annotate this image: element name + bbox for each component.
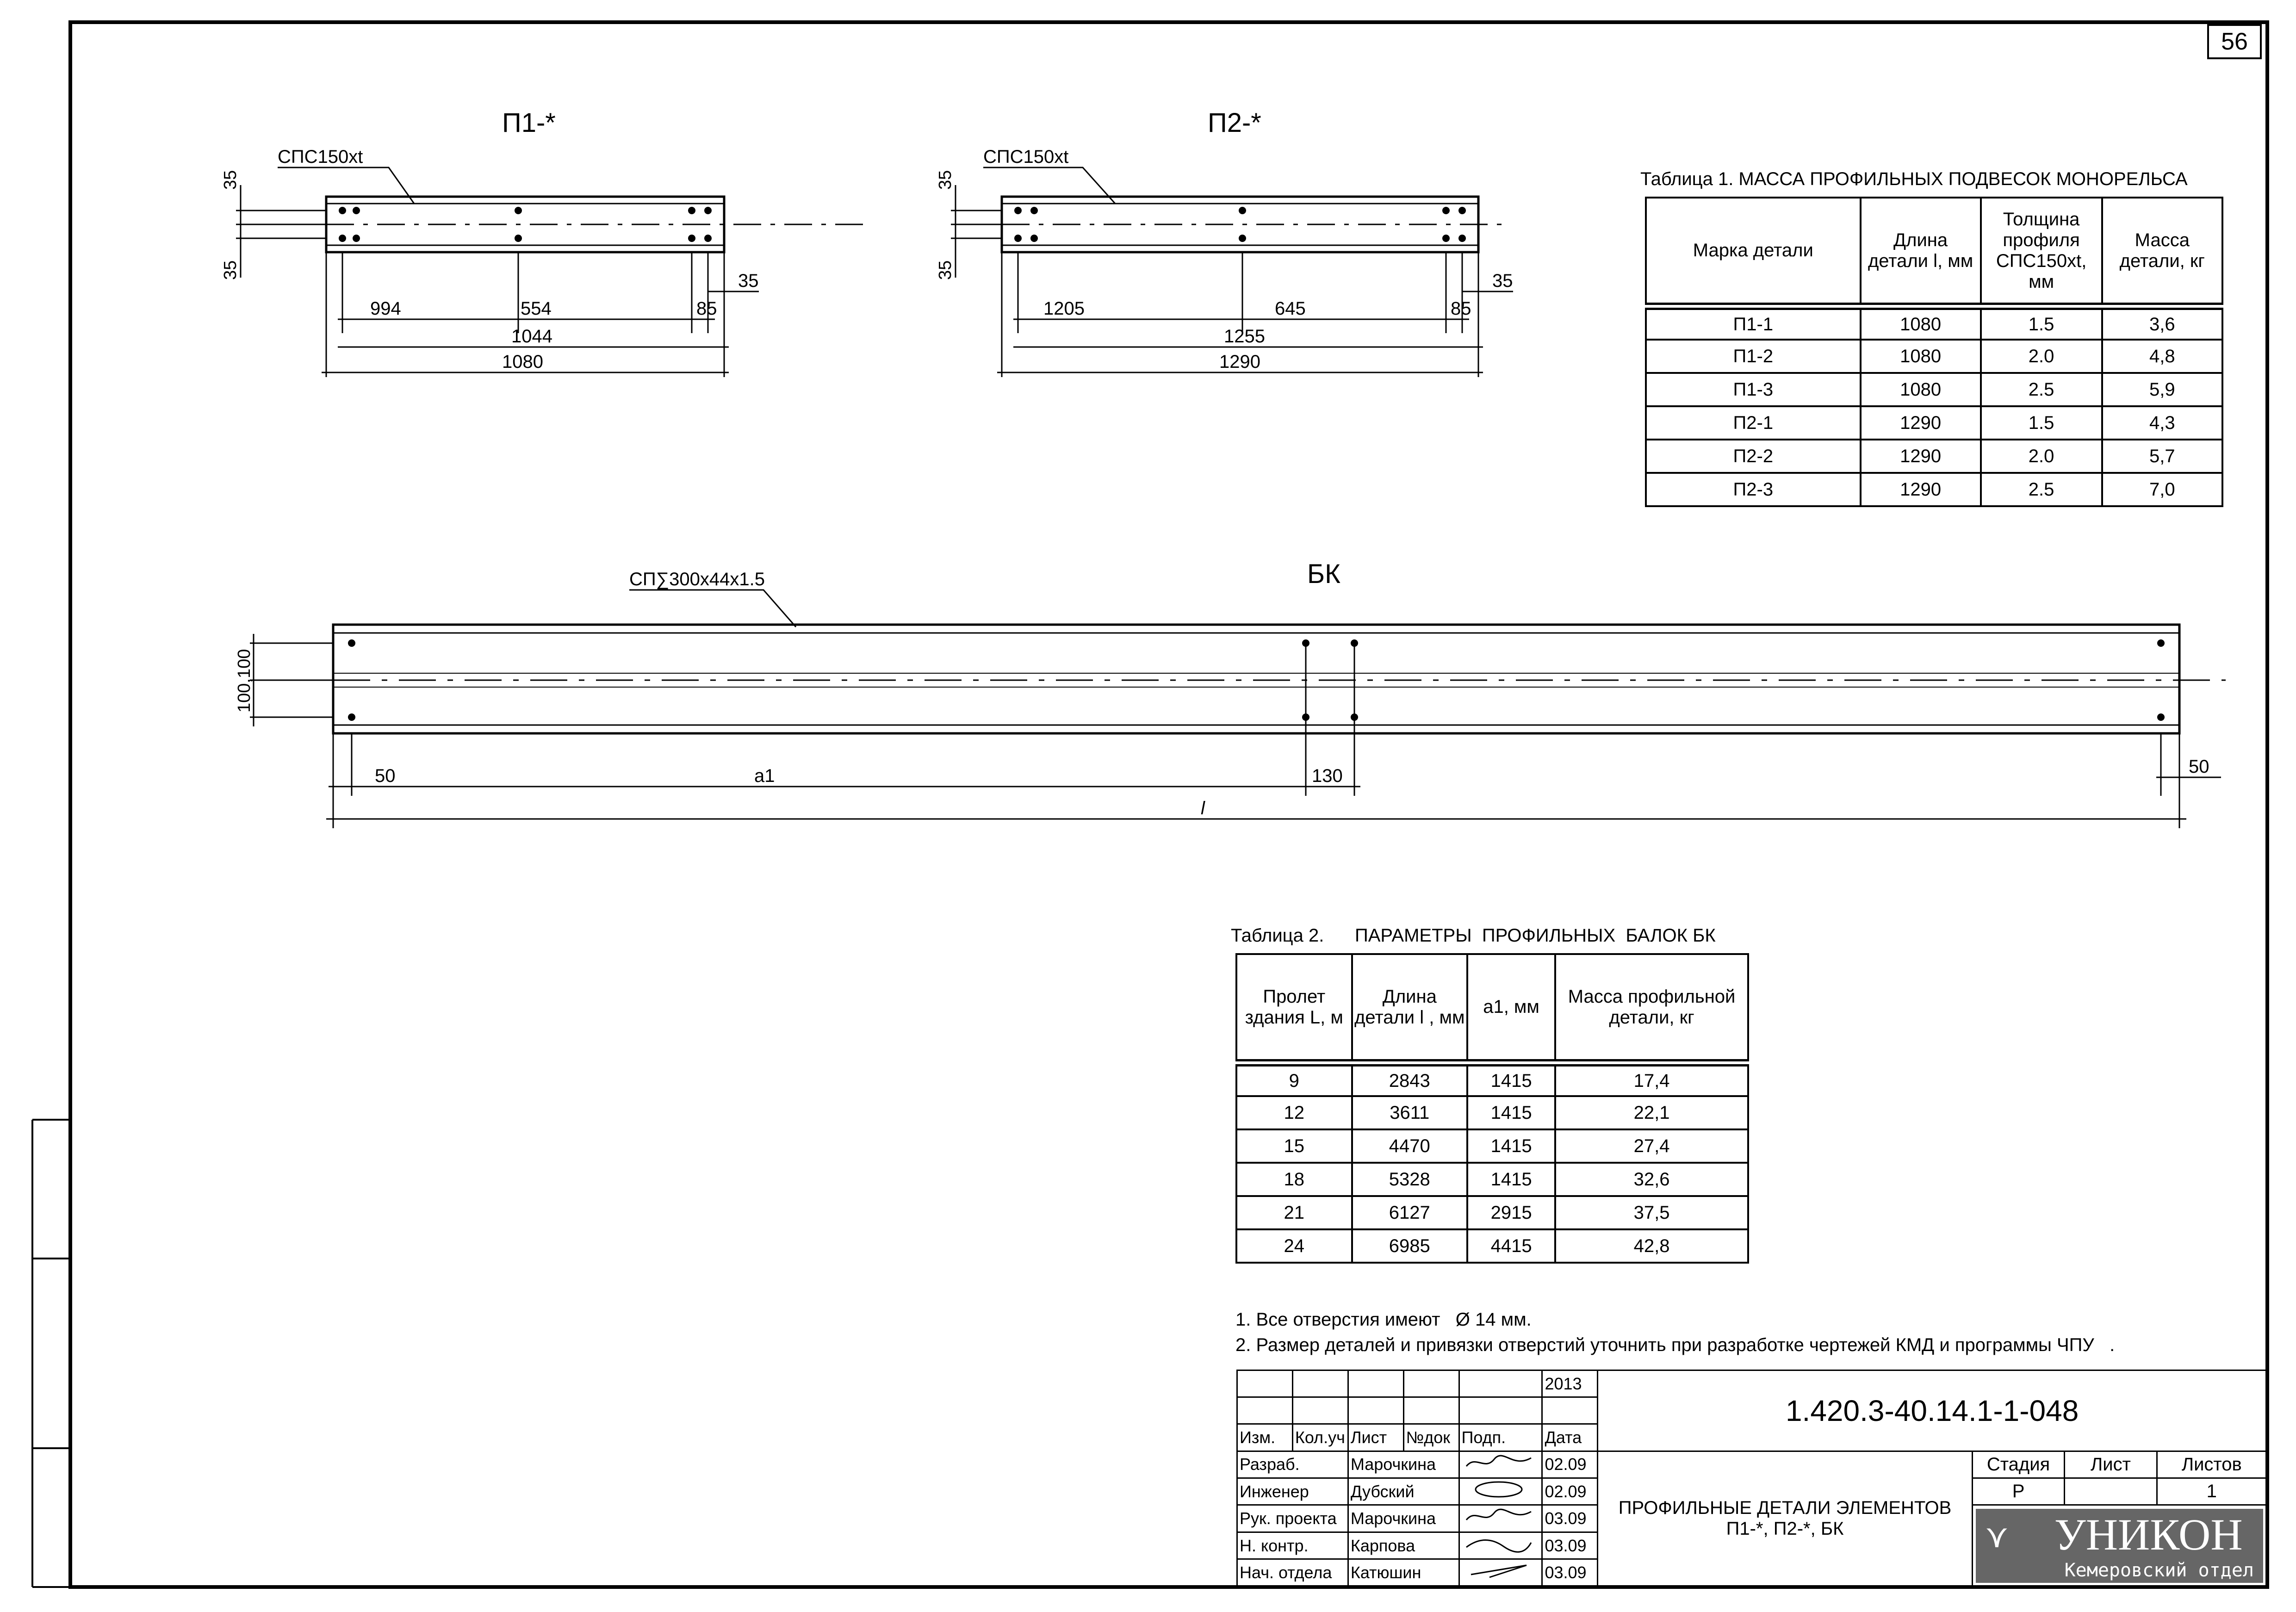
table-row <box>1646 473 2222 506</box>
table-cell: 1290 <box>1861 440 1981 473</box>
person-date: 03.09 <box>1542 1559 1598 1587</box>
table-cell: 6127 <box>1352 1196 1467 1229</box>
doc-code: 1.420.3-40.14.1-1-048 <box>1598 1370 2267 1451</box>
table-cell: 5,7 <box>2102 440 2222 473</box>
stage-value: Р <box>1972 1478 2065 1505</box>
p1-vert-dim-bottom: 35 <box>221 260 240 280</box>
table-cell: 1080 <box>1861 306 1981 340</box>
person-name: Марочкина <box>1348 1451 1459 1478</box>
signature <box>1459 1505 1542 1532</box>
table-cell: 4,8 <box>2102 340 2222 373</box>
table-row <box>1646 440 2222 473</box>
table-cell: 42,8 <box>1555 1229 1748 1263</box>
p2-dim-d: 35 <box>1492 271 1513 291</box>
sheet-title-line1: ПРОФИЛЬНЫЕ ДЕТАЛИ ЭЛЕМЕНТОВ <box>1618 1498 1952 1519</box>
bk-dim-a1: a1 <box>754 766 775 786</box>
table-cell: 15 <box>1236 1129 1352 1163</box>
p2-dim-a: 1205 <box>1043 298 1085 319</box>
p2-profile-label: СПС150xt <box>983 147 1069 167</box>
p2-vert-dim-bottom: 35 <box>936 260 955 280</box>
bk-vert-dim: 100,100 <box>235 649 254 713</box>
table-cell: 1080 <box>1861 340 1981 373</box>
p1-vert-dim-top: 35 <box>221 170 240 190</box>
table-cell: 24 <box>1236 1229 1352 1263</box>
table-cell: 12 <box>1236 1096 1352 1129</box>
table-cell: 17,4 <box>1555 1063 1748 1096</box>
p1-dim-b: 554 <box>521 298 552 319</box>
person-name: Марочкина <box>1348 1505 1459 1532</box>
p1-dim-a: 994 <box>370 298 401 319</box>
table-cell: 1290 <box>1861 473 1981 506</box>
signature <box>1459 1559 1542 1587</box>
sheet-title <box>1598 1451 1972 1586</box>
table-cell: 37,5 <box>1555 1196 1748 1229</box>
table-cell: 1415 <box>1467 1096 1555 1129</box>
logo-subtext: Кемеровский отдел <box>2064 1559 2254 1581</box>
stamp-col-header: Дата <box>1542 1424 1598 1451</box>
table1-header-cell: Марка детали <box>1646 198 1861 306</box>
stamp-col-header: Кол.уч <box>1292 1424 1348 1451</box>
table-cell: 5328 <box>1352 1163 1467 1196</box>
table-row <box>1646 306 2222 340</box>
table-cell: П2-3 <box>1646 473 1861 506</box>
bk-dim-left: 50 <box>375 766 396 786</box>
sheet-number: 56 <box>2207 24 2262 59</box>
bk-dim-mid: 130 <box>1312 766 1343 786</box>
p2-dim-b: 645 <box>1275 298 1306 319</box>
table-cell: 1415 <box>1467 1063 1555 1096</box>
sheet-value <box>2065 1478 2157 1505</box>
table-cell: 18 <box>1236 1163 1352 1196</box>
person-name: Катюшин <box>1348 1559 1459 1587</box>
table-cell: 4415 <box>1467 1229 1555 1263</box>
table-cell: 32,6 <box>1555 1163 1748 1196</box>
table-cell: 2.5 <box>1981 373 2102 406</box>
table-cell: 22,1 <box>1555 1096 1748 1129</box>
table-cell: П1-3 <box>1646 373 1861 406</box>
table-cell: 1.5 <box>1981 306 2102 340</box>
person-role: Инженер <box>1237 1478 1348 1505</box>
person-date: 03.09 <box>1542 1532 1598 1559</box>
table-cell: 7,0 <box>2102 473 2222 506</box>
p2-vert-dim-top: 35 <box>936 170 955 190</box>
table-cell: 1290 <box>1861 406 1981 440</box>
bk-profile-label: СП∑300x44x1.5 <box>629 569 765 589</box>
table-cell: 4,3 <box>2102 406 2222 440</box>
title-block <box>1236 1370 2267 1587</box>
table-row <box>1236 1129 1748 1163</box>
table-row <box>1236 1196 1748 1229</box>
table-cell: 3611 <box>1352 1096 1467 1129</box>
table-cell: 1080 <box>1861 373 1981 406</box>
table2-header-cell: Масса профильной детали, кг <box>1555 954 1748 1063</box>
p2-dim-e: 1255 <box>1224 326 1265 347</box>
signature <box>1459 1532 1542 1559</box>
bk-title: БК <box>1307 559 1340 589</box>
sheet-label: Лист <box>2065 1451 2157 1478</box>
table1-header-cell: Масса детали, кг <box>2102 198 2222 306</box>
table-cell: 21 <box>1236 1196 1352 1229</box>
table-cell: П1-2 <box>1646 340 1861 373</box>
person-date: 03.09 <box>1542 1505 1598 1532</box>
table-row <box>1646 340 2222 373</box>
table-cell: 27,4 <box>1555 1129 1748 1163</box>
person-role: Разраб. <box>1237 1451 1348 1478</box>
stage-label: Стадия <box>1972 1451 2065 1478</box>
p1-profile-label: СПС150xt <box>278 147 363 167</box>
p1-dim-e: 1044 <box>511 326 552 347</box>
bk-drawing <box>250 590 2226 828</box>
table2-header-cell: а1, мм <box>1467 954 1555 1063</box>
bk-dim-right: 50 <box>2189 756 2209 777</box>
sheets-value: 1 <box>2157 1478 2266 1505</box>
table-row <box>1236 1096 1748 1129</box>
person-role: Нач. отдела <box>1237 1559 1348 1587</box>
table2-header-cell: Длина детали l , мм <box>1352 954 1467 1063</box>
table1 <box>1645 197 2223 507</box>
stamp-col-header: Подп. <box>1459 1424 1542 1451</box>
sheet-title-line2: П1-*, П2-*, БК <box>1726 1519 1844 1539</box>
stamp-col-header: №док <box>1403 1424 1459 1451</box>
stamp-col-header: Лист <box>1348 1424 1403 1451</box>
person-name: Карпова <box>1348 1532 1459 1559</box>
note-1: 1. Все отверстия имеют Ø 14 мм. <box>1235 1309 1532 1330</box>
logo-text: УНИКОН <box>2054 1509 2243 1559</box>
company-logo <box>1972 1505 2266 1587</box>
person-role: Н. контр. <box>1237 1532 1348 1559</box>
table1-header-cell: Длина детали l, мм <box>1861 198 1981 306</box>
table-cell: 3,6 <box>2102 306 2222 340</box>
table2 <box>1235 953 1749 1264</box>
table-cell: 2.5 <box>1981 473 2102 506</box>
bk-dim-total: l <box>1201 798 1205 818</box>
p2-dim-total: 1290 <box>1219 352 1260 372</box>
table-row <box>1236 1063 1748 1096</box>
logo-mark-icon: ⋎ <box>1985 1519 2009 1555</box>
note-2: 2. Размер деталей и привязки отверстий уточнить при разработке чертежей КМД и программы ЧПУ . <box>1235 1335 2115 1355</box>
table-row <box>1236 1163 1748 1196</box>
table-cell: П2-1 <box>1646 406 1861 440</box>
table-cell: 2843 <box>1352 1063 1467 1096</box>
table-row <box>1646 406 2222 440</box>
table-cell: 6985 <box>1352 1229 1467 1263</box>
p1-dim-total: 1080 <box>502 352 543 372</box>
table-cell: 5,9 <box>2102 373 2222 406</box>
table-cell: П1-1 <box>1646 306 1861 340</box>
table1-header-cell: Толщина профиля СПС150xt, мм <box>1981 198 2102 306</box>
sheets-label: Листов <box>2157 1451 2266 1478</box>
left-margin-strip <box>32 1120 70 1587</box>
table-cell: 4470 <box>1352 1129 1467 1163</box>
signature <box>1459 1451 1542 1478</box>
p1-dim-c: 85 <box>696 298 717 319</box>
stamp-col-header: Изм. <box>1237 1424 1293 1451</box>
signature <box>1459 1478 1542 1505</box>
table-cell: 2.0 <box>1981 340 2102 373</box>
person-name: Дубский <box>1348 1478 1459 1505</box>
table-row <box>1646 373 2222 406</box>
table1-caption: Таблица 1. МАССА ПРОФИЛЬНЫХ ПОДВЕСОК МОНОРЕЛЬСА <box>1640 169 2188 189</box>
table-cell: 9 <box>1236 1063 1352 1096</box>
stamp-year: 2013 <box>1542 1370 1598 1397</box>
table-cell: 2915 <box>1467 1196 1555 1229</box>
p1-title: П1-* <box>502 108 556 138</box>
table2-caption: Таблица 2. ПАРАМЕТРЫ ПРОФИЛЬНЫХ БАЛОК БК <box>1231 925 1716 946</box>
table-cell: 2.0 <box>1981 440 2102 473</box>
person-date: 02.09 <box>1542 1478 1598 1505</box>
p1-dim-d: 35 <box>738 271 759 291</box>
person-role: Рук. проекта <box>1237 1505 1348 1532</box>
table-cell: 1.5 <box>1981 406 2102 440</box>
table-cell: 1415 <box>1467 1129 1555 1163</box>
table2-header-cell: Пролет здания L, м <box>1236 954 1352 1063</box>
table-row <box>1236 1229 1748 1263</box>
p2-title: П2-* <box>1208 108 1261 138</box>
table-cell: 1415 <box>1467 1163 1555 1196</box>
table-cell: П2-2 <box>1646 440 1861 473</box>
person-date: 02.09 <box>1542 1451 1598 1478</box>
p2-dim-c: 85 <box>1451 298 1471 319</box>
